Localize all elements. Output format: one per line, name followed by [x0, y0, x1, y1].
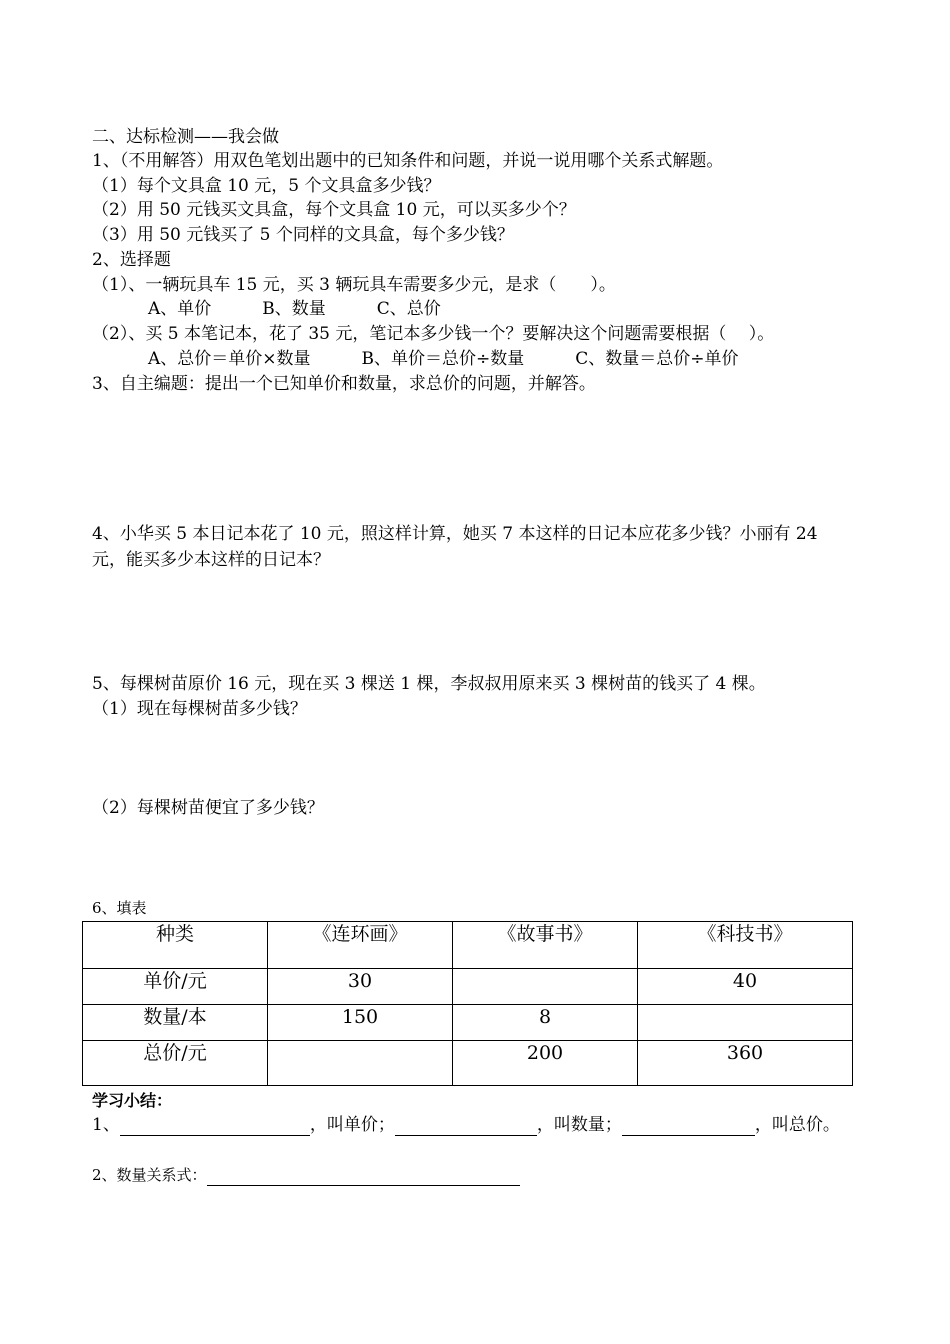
question-2-stem: 2、选择题 [92, 250, 171, 270]
total-price-blank[interactable] [622, 1117, 755, 1136]
table-cell: 200 [453, 1041, 638, 1086]
table-cell: 8 [453, 1005, 638, 1041]
table-cell: 30 [268, 969, 453, 1005]
table-cell: 150 [268, 1005, 453, 1041]
question-3: 3、自主编题：提出一个已知单价和数量，求总价的问题，并解答。 [92, 374, 596, 394]
table-cell: 单价/元 [83, 969, 268, 1005]
table-cell [453, 969, 638, 1005]
fill-in-table [82, 921, 853, 1086]
question-5-stem: 5、每棵树苗原价 16 元，现在买 3 棵送 1 棵，李叔叔用原来买 3 棵树苗的钱买了 4 棵。 [92, 674, 766, 694]
summary-line-1-prefix: 1、 [92, 1115, 120, 1135]
summary-line-1 [92, 1114, 840, 1136]
question-5-sub2: （2）每棵树苗便宜了多少钱？ [92, 798, 324, 818]
question-6-label: 6、填表 [92, 899, 147, 917]
quantity-blank[interactable] [395, 1117, 537, 1136]
question-1-stem: 1、（不用解答）用双色笔划出题中的已知条件和问题，并说一说用哪个关系式解题。 [92, 151, 724, 171]
question-2-sub1-options: A、单价 B、数量 C、总价 [148, 299, 441, 319]
question-2-sub2-options: A、总价＝单价×数量 B、单价＝总价÷数量 C、数量＝总价÷单价 [148, 349, 739, 369]
table-cell: 360 [638, 1041, 853, 1086]
table-header-row [83, 922, 853, 969]
summary-line-1-part3: ，叫总价。 [754, 1115, 840, 1135]
section-title: 二、达标检测——我会做 [92, 127, 279, 147]
question-1-item: （3）用 50 元钱买了 5 个同样的文具盒，每个多少钱？ [92, 225, 514, 245]
question-4-line1: 4、小华买 5 本日记本花了 10 元，照这样计算，她买 7 本这样的日记本应花多少钱？小丽有 24 [92, 524, 818, 544]
table-cell: 总价/元 [83, 1041, 268, 1086]
table-row [83, 1005, 853, 1041]
table-header-cell: 《故事书》 [453, 922, 638, 969]
question-2-sub1: （1）、一辆玩具车 15 元，买 3 辆玩具车需要多少元，是求（ ）。 [92, 275, 616, 295]
table-cell: 40 [638, 969, 853, 1005]
question-2-sub2: （2）、买 5 本笔记本，花了 35 元，笔记本多少钱一个？要解决这个问题需要根据（ ）。 [92, 324, 775, 344]
table-header-cell: 种类 [83, 922, 268, 969]
unit-price-blank[interactable] [120, 1117, 310, 1136]
summary-title: 学习小结： [92, 1091, 173, 1110]
table-row [83, 969, 853, 1005]
question-5-sub1: （1）现在每棵树苗多少钱？ [92, 699, 307, 719]
table-row [83, 1041, 853, 1086]
table-cell [638, 1005, 853, 1041]
summary-line-2-prefix: 2、数量关系式： [92, 1166, 207, 1184]
table-cell: 数量/本 [83, 1005, 268, 1041]
question-4-line2: 元，能买多少本这样的日记本？ [92, 550, 330, 570]
relation-formula-blank[interactable] [207, 1167, 520, 1186]
summary-line-1-part1: ，叫单价； [309, 1115, 395, 1135]
table-header-cell: 《连环画》 [268, 922, 453, 969]
table-header-cell: 《科技书》 [638, 922, 853, 969]
table-cell [268, 1041, 453, 1086]
summary-line-2 [92, 1164, 520, 1186]
summary-line-1-part2: ，叫数量； [536, 1115, 622, 1135]
question-1-item: （1）每个文具盒 10 元，5 个文具盒多少钱？ [92, 176, 441, 196]
question-1-item: （2）用 50 元钱买文具盒，每个文具盒 10 元，可以买多少个？ [92, 200, 576, 220]
